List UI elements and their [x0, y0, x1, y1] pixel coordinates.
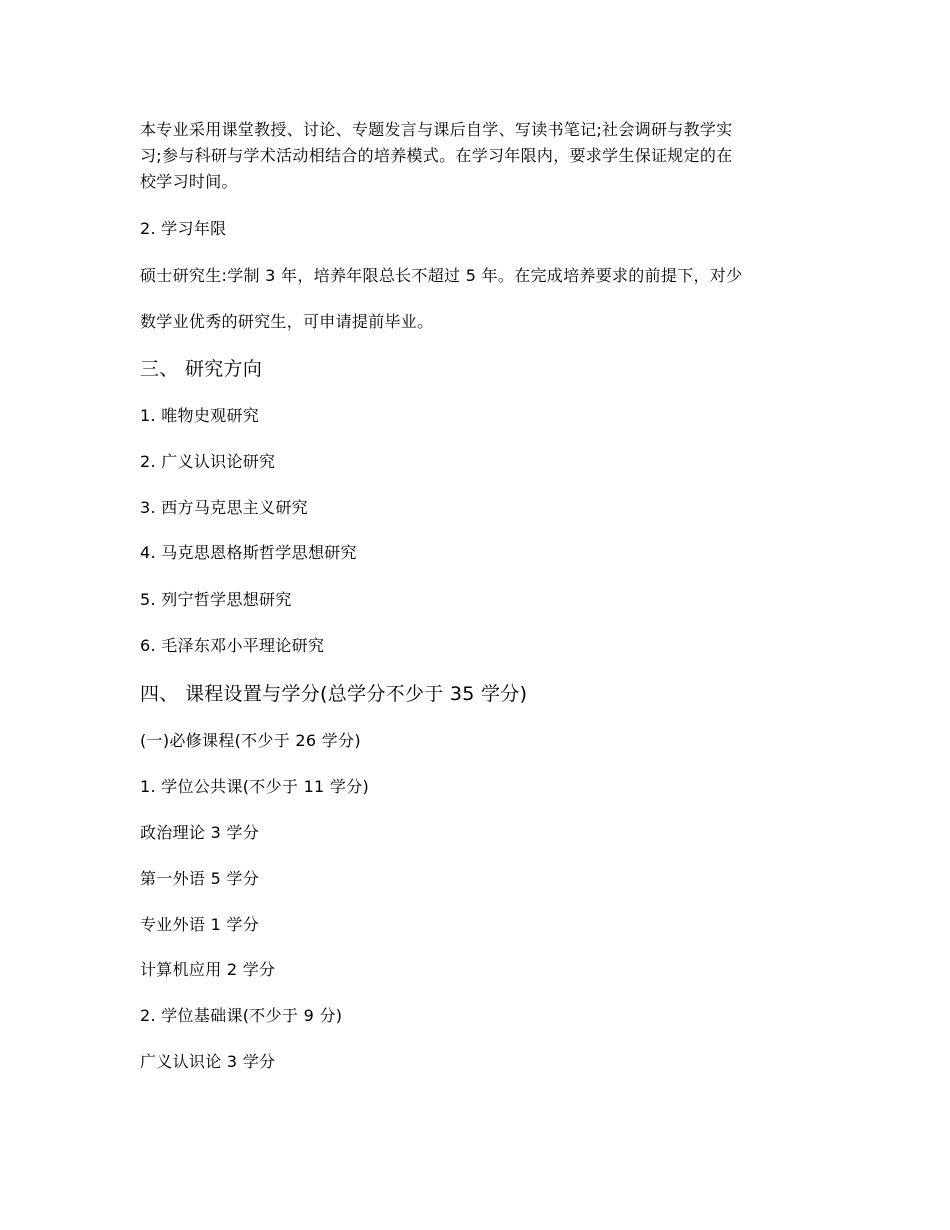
study-years-text-1: 硕士研究生:学制 3 年，培养年限总长不超过 5 年。在完成培养要求的前提下，对少 — [140, 266, 743, 285]
research-item-1: 1. 唯物史观研究 — [140, 406, 260, 425]
intro-line-2: 习;参与科研与学术活动相结合的培养模式。在学习年限内，要求学生保证规定的在 — [140, 146, 733, 165]
course-item: 第一外语 5 学分 — [140, 869, 260, 888]
intro-paragraph — [140, 117, 820, 195]
intro-line-3: 校学习时间。 — [140, 172, 238, 191]
research-item-6: 6. 毛泽东邓小平理论研究 — [140, 636, 325, 655]
research-item-2: 2. 广义认识论研究 — [140, 452, 276, 471]
study-years-heading: 2. 学习年限 — [140, 219, 227, 238]
section3-heading: 三、 研究方向 — [140, 358, 263, 380]
course-item: 政治理论 3 学分 — [140, 823, 260, 842]
study-years-text-2: 数学业优秀的研究生，可申请提前毕业。 — [140, 312, 434, 331]
intro-line-1: 本专业采用课堂教授、讨论、专题发言与课后自学、写读书笔记;社会调研与教学实 — [140, 120, 733, 139]
public-courses-heading: 1. 学位公共课(不少于 11 学分) — [140, 777, 370, 796]
research-item-5: 5. 列宁哲学思想研究 — [140, 590, 292, 609]
required-courses-heading: (一)必修课程(不少于 26 学分) — [140, 731, 361, 750]
research-item-4: 4. 马克思恩格斯哲学思想研究 — [140, 543, 357, 562]
section4-heading: 四、 课程设置与学分(总学分不少于 35 学分) — [140, 683, 528, 705]
course-item: 广义认识论 3 学分 — [140, 1052, 276, 1071]
course-item: 专业外语 1 学分 — [140, 915, 260, 934]
research-item-3: 3. 西方马克思主义研究 — [140, 498, 308, 517]
basic-courses-heading: 2. 学位基础课(不少于 9 分) — [140, 1006, 343, 1025]
course-item: 计算机应用 2 学分 — [140, 960, 276, 979]
